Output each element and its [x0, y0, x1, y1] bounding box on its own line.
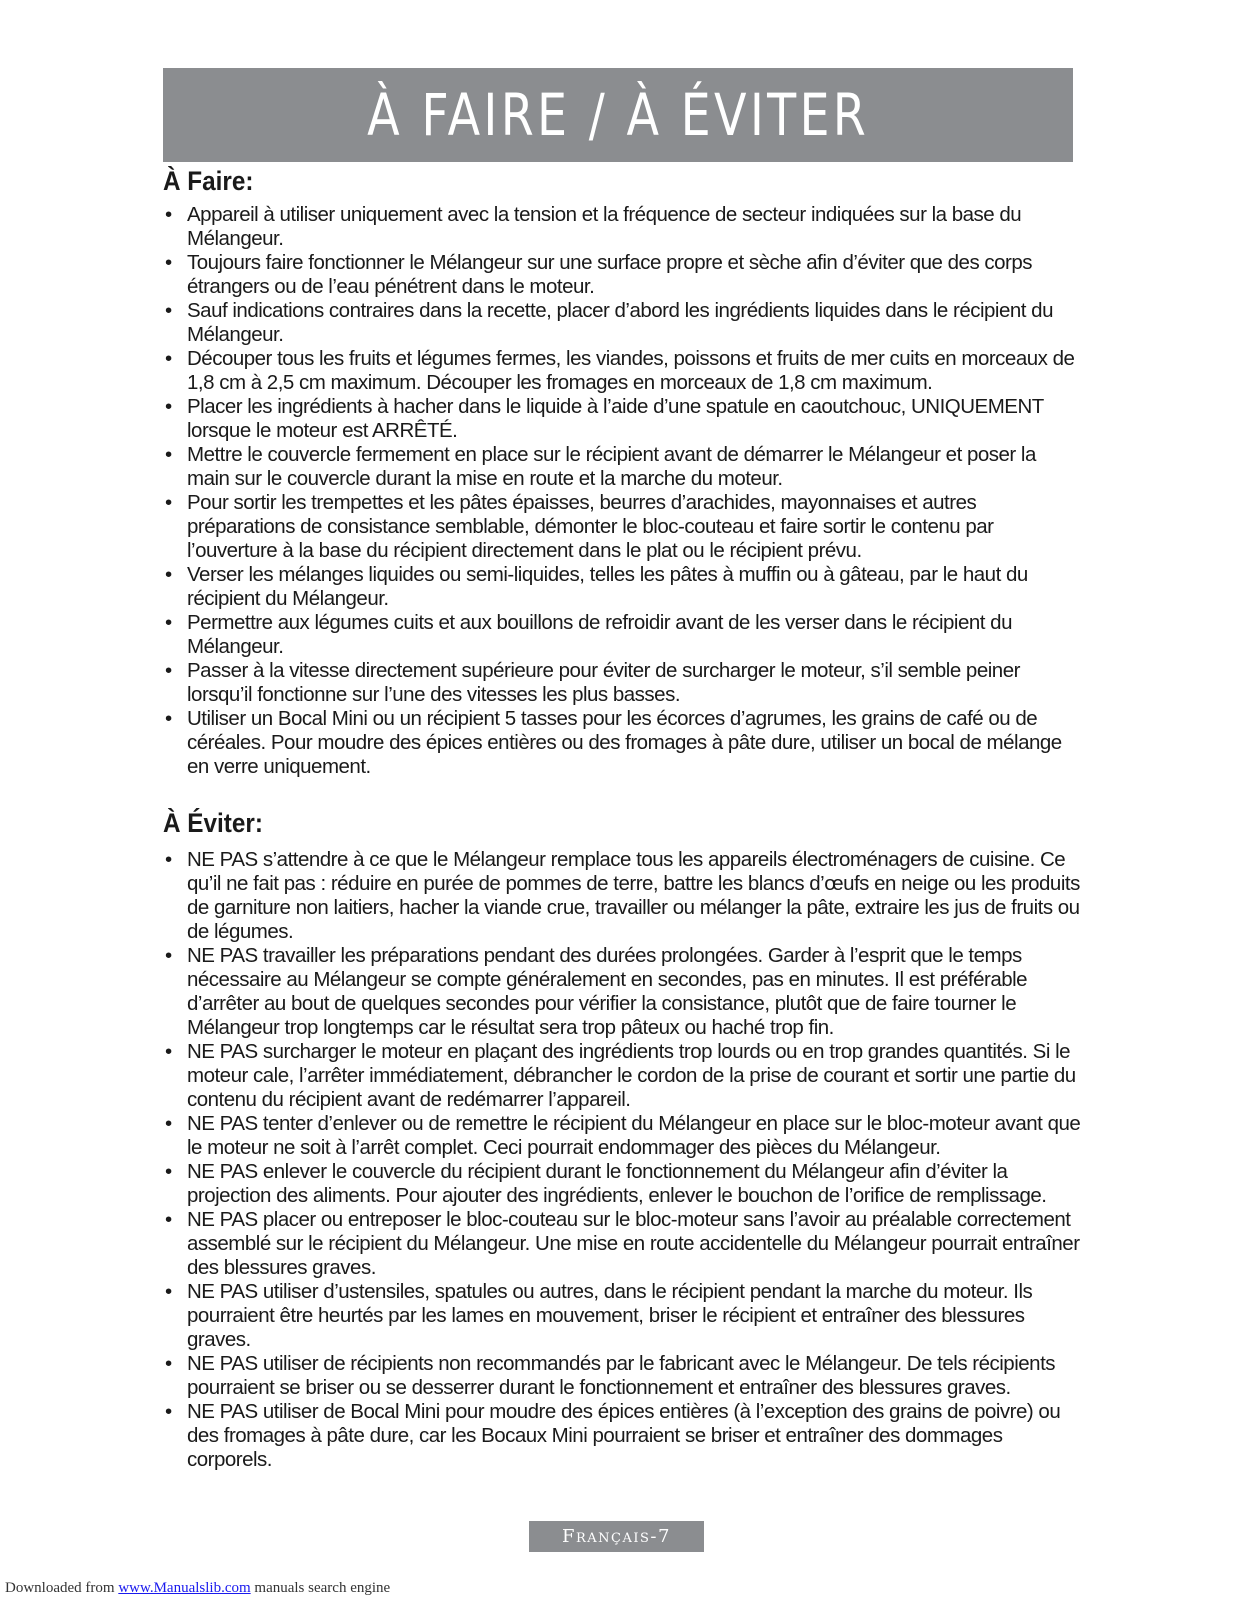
do-list-item-text: Découper tous les fruits et légumes fermes, les viandes, poissons et fruits de mer cuits en morceaux de 1,8 cm à 2,5 cm maximum. Découper les fromages en morceaux de 1,8 cm maximum.	[187, 347, 1075, 394]
dont-list-item	[163, 848, 1083, 944]
do-heading: À Faire:	[163, 166, 254, 196]
dont-list-item-text: NE PAS travailler les préparations pendant des durées prolongées. Garder à l’esprit que le temps nécessaire au Mélangeur se compte généralement en secondes, pas en minutes. Il est préférable d’arrêter au bout de quelques secondes pour vérifier la consistance, plutôt que de faire tourner le Mélangeur trop longtemps car le résultat sera trop pâteux ou haché trop fin.	[187, 944, 1028, 1039]
bullet-icon: •	[165, 848, 172, 871]
bullet-icon: •	[165, 707, 172, 730]
bullet-icon: •	[165, 1352, 172, 1375]
bullet-icon: •	[165, 347, 172, 370]
dont-list-item-text: NE PAS placer ou entreposer le bloc-couteau sur le bloc-moteur sans l’avoir au préalable correctement assemblé sur le récipient du Mélangeur. Une mise en route accidentelle du Mélangeur pourrait entraîner des blessures graves.	[187, 1208, 1080, 1279]
do-list-item	[163, 611, 1083, 659]
bullet-icon: •	[165, 659, 172, 682]
do-list-item-text: Mettre le couvercle fermement en place sur le récipient avant de démarrer le Mélangeur et poser la main sur le couvercle durant la mise en route et la marche du moteur.	[187, 443, 1036, 490]
dont-list	[163, 848, 1083, 1472]
do-list-item-text: Sauf indications contraires dans la recette, placer d’abord les ingrédients liquides dans le récipient du Mélangeur.	[187, 299, 1053, 346]
dont-list-item	[163, 1352, 1083, 1400]
bullet-icon: •	[165, 443, 172, 466]
do-list-item	[163, 491, 1083, 563]
do-list-item	[163, 395, 1083, 443]
do-list-item-text: Verser les mélanges liquides ou semi-liquides, telles les pâtes à muffin ou à gâteau, par le haut du récipient du Mélangeur.	[187, 563, 1028, 610]
do-list-item	[163, 347, 1083, 395]
download-suffix: manuals search engine	[250, 1580, 391, 1596]
do-list-item-text: Toujours faire fonctionner le Mélangeur sur une surface propre et sèche afin d’éviter que des corps étrangers ou de l’eau pénétrent dans le moteur.	[187, 251, 1033, 298]
do-list-item-text: Pour sortir les trempettes et les pâtes épaisses, beurres d’arachides, mayonnaises et autres préparations de consistance semblable, démonter le bloc-couteau et faire sortir le contenu par l’ouverture à la base du récipient directement dans le plat ou le récipient prévu.	[187, 491, 994, 562]
bullet-icon: •	[165, 299, 172, 322]
page-number-label: Français-7	[562, 1526, 671, 1547]
do-list-item	[163, 563, 1083, 611]
manualslib-link[interactable]: www.Manualslib.com	[118, 1580, 251, 1596]
bullet-icon: •	[165, 1040, 172, 1063]
dont-list-item	[163, 1112, 1083, 1160]
do-list-item-text: Placer les ingrédients à hacher dans le liquide à l’aide d’une spatule en caoutchouc, UNIQUEMENT lorsque le moteur est ARRÊTÉ.	[187, 395, 1044, 442]
page-number-tab	[529, 1521, 704, 1552]
do-list-item	[163, 251, 1083, 299]
bullet-icon: •	[165, 611, 172, 634]
bullet-icon: •	[165, 251, 172, 274]
do-list-item-text: Passer à la vitesse directement supérieure pour éviter de surcharger le moteur, s’il semble peiner lorsqu’il fonctionne sur l’une des vitesses les plus basses.	[187, 659, 1020, 706]
do-list-item	[163, 299, 1083, 347]
dont-list-item-text: NE PAS tenter d’enlever ou de remettre le récipient du Mélangeur en place sur le bloc-moteur avant que le moteur ne soit à l’arrêt complet. Ceci pourrait endommager des pièces du Mélangeur.	[187, 1112, 1081, 1159]
dont-list-item	[163, 944, 1083, 1040]
dont-list-item	[163, 1040, 1083, 1112]
download-notice	[5, 1580, 390, 1597]
bullet-icon: •	[165, 1280, 172, 1303]
do-list-item	[163, 443, 1083, 491]
bullet-icon: •	[165, 1400, 172, 1423]
bullet-icon: •	[165, 1160, 172, 1183]
bullet-icon: •	[165, 1112, 172, 1135]
do-list-item	[163, 659, 1083, 707]
download-prefix: Downloaded from	[5, 1580, 119, 1596]
bullet-icon: •	[165, 944, 172, 967]
dont-list-item-text: NE PAS utiliser d’ustensiles, spatules ou autres, dans le récipient pendant la marche du moteur. Ils pourraient être heurtés par les lames en mouvement, briser le récipient et entraîner des blessures graves.	[187, 1280, 1033, 1351]
do-list-item	[163, 203, 1083, 251]
title-banner	[163, 68, 1073, 162]
do-list-item-text: Permettre aux légumes cuits et aux bouillons de refroidir avant de les verser dans le récipient du Mélangeur.	[187, 611, 1012, 658]
dont-list-item-text: NE PAS utiliser de Bocal Mini pour moudre des épices entières (à l’exception des grains de poivre) ou des fromages à pâte dure, car les Bocaux Mini pourraient se briser et entraîner des dommages corporels.	[187, 1400, 1061, 1471]
do-list-item	[163, 707, 1083, 779]
bullet-icon: •	[165, 491, 172, 514]
dont-list-item	[163, 1208, 1083, 1280]
dont-list-item	[163, 1280, 1083, 1352]
do-list	[163, 203, 1083, 779]
bullet-icon: •	[165, 1208, 172, 1231]
dont-list-item	[163, 1400, 1083, 1472]
bullet-icon: •	[165, 395, 172, 418]
dont-list-item-text: NE PAS utiliser de récipients non recommandés par le fabricant avec le Mélangeur. De tels récipients pourraient se briser ou se desserrer durant le fonctionnement et entraîner des blessures graves.	[187, 1352, 1056, 1399]
bullet-icon: •	[165, 203, 172, 226]
bullet-icon: •	[165, 563, 172, 586]
dont-list-item-text: NE PAS enlever le couvercle du récipient durant le fonctionnement du Mélangeur afin d’éviter la projection des aliments. Pour ajouter des ingrédients, enlever le bouchon de l’orifice de remplissage.	[187, 1160, 1047, 1207]
page-title: À FAIRE / À ÉVITER	[366, 81, 870, 149]
dont-list-item-text: NE PAS surcharger le moteur en plaçant des ingrédients trop lourds ou en trop grandes quantités. Si le moteur cale, l’arrêter immédiatement, débrancher le cordon de la prise de courant et sortir une partie du contenu du récipient avant de redémarrer l’appareil.	[187, 1040, 1076, 1111]
dont-list-item-text: NE PAS s’attendre à ce que le Mélangeur remplace tous les appareils électroménagers de cuisine. Ce qu’il ne fait pas : réduire en purée de pommes de terre, battre les blancs d’œufs en neige ou les produits de garniture non laitiers, hacher la viande crue, travailler ou mélanger la pâte, extraire les jus de fruits ou de légumes.	[187, 848, 1080, 943]
dont-list-item	[163, 1160, 1083, 1208]
do-list-item-text: Utiliser un Bocal Mini ou un récipient 5 tasses pour les écorces d’agrumes, les grains de café ou de céréales. Pour moudre des épices entières ou des fromages à pâte dure, utiliser un bocal de mélange en verre uniquement.	[187, 707, 1062, 778]
do-list-item-text: Appareil à utiliser uniquement avec la tension et la fréquence de secteur indiquées sur la base du Mélangeur.	[187, 203, 1022, 250]
dont-heading: À Éviter:	[163, 808, 263, 838]
